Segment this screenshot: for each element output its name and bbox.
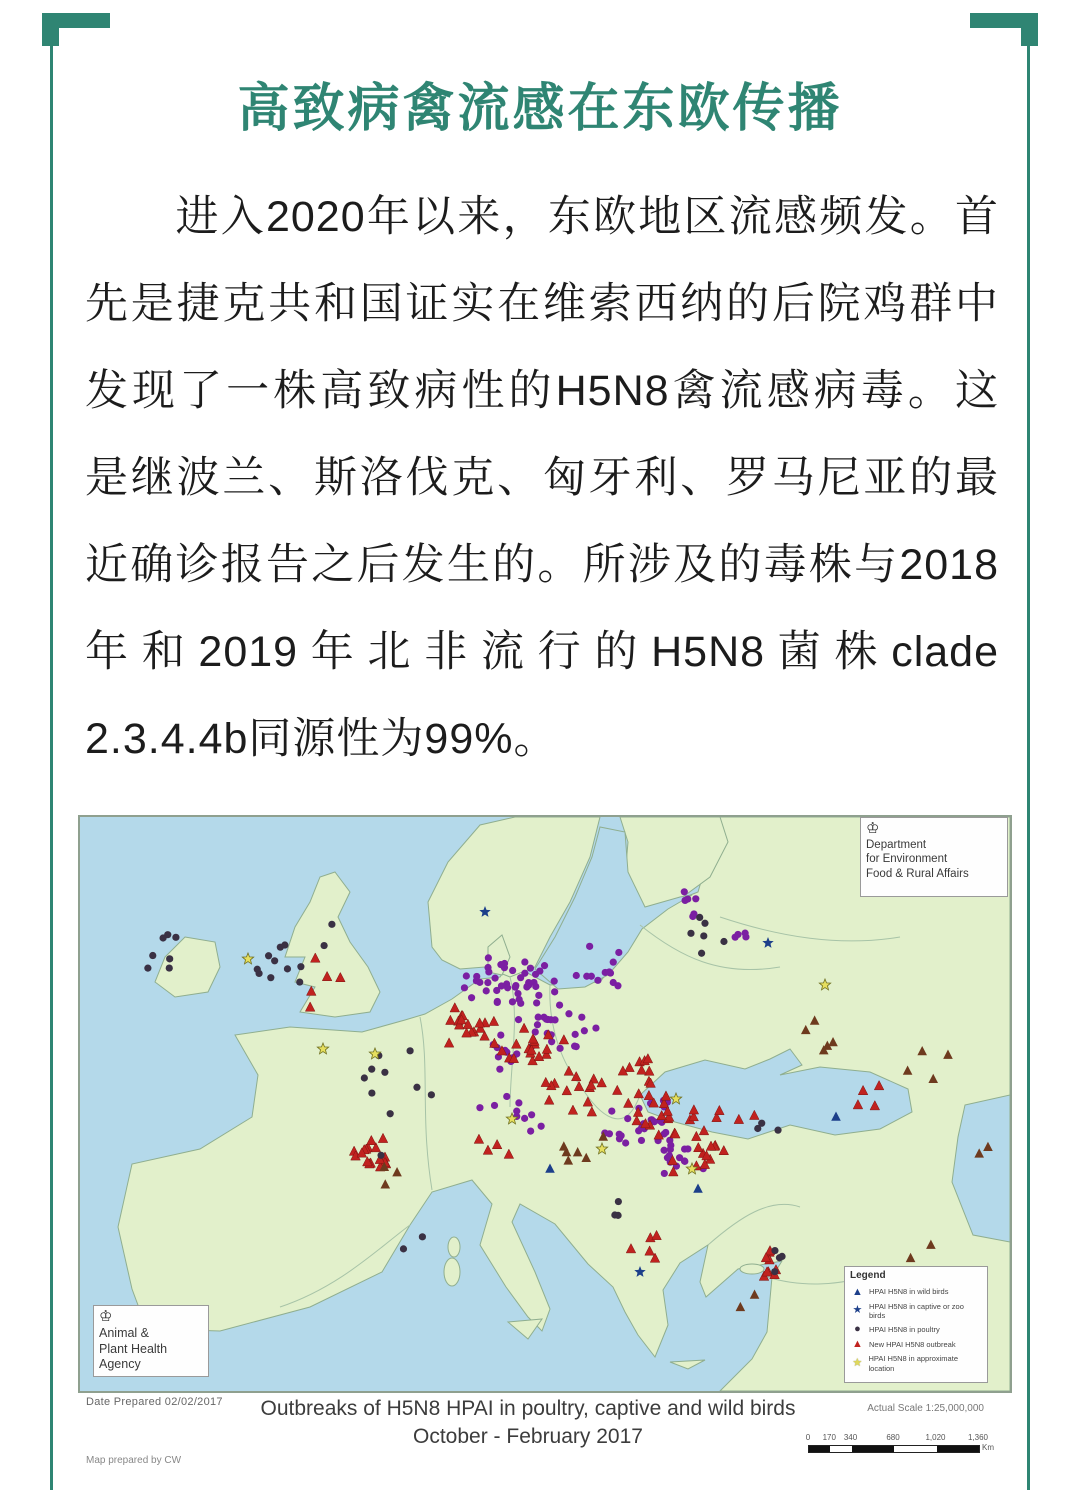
right-rule xyxy=(1027,44,1030,1490)
legend-item-label: HPAI H5N8 in approximate location xyxy=(868,1354,958,1373)
defra-logo-line: Department xyxy=(866,839,927,851)
uk-royal-crest-icon: ♔ xyxy=(99,1308,113,1326)
legend-item-label: HPAI H5N8 in wild birds xyxy=(869,1287,949,1297)
legend-item-label: HPAI H5N8 in captive or zoo birds xyxy=(868,1301,964,1320)
legend-item xyxy=(850,1354,982,1373)
article-line: 是继波兰、斯洛伐克、匈牙利、罗马尼亚的最 xyxy=(85,454,999,502)
article-line: 先是捷克共和国证实在维索西纳的后院鸡群中 xyxy=(85,280,999,328)
scale-bar xyxy=(805,1433,994,1459)
scale-tick: 0 xyxy=(805,1433,811,1442)
apha-logo-line: Agency xyxy=(99,1357,141,1372)
map-footer xyxy=(78,1393,1012,1490)
article-line: 发现了一株高致病性的H5N8禽流感病毒。这 xyxy=(85,367,999,415)
legend-item-label: HPAI H5N8 in poultry xyxy=(869,1325,940,1335)
legend-marker-icon: ★ xyxy=(852,1357,863,1370)
scale-tick: 1,020 xyxy=(925,1433,946,1442)
legend-marker-icon: ▲ xyxy=(852,1285,863,1298)
article-line: 进入2020年以来，东欧地区流感频发。首 xyxy=(85,193,999,241)
article-line: 2.3.4.4b同源性为99%。 xyxy=(85,715,558,763)
legend-item xyxy=(850,1324,982,1335)
article-line: 年和2019年北非流行的H5N8菌株clade xyxy=(85,628,999,676)
legend-item xyxy=(850,1302,982,1321)
apha-logo-line: Animal & xyxy=(99,1326,150,1341)
map-legend xyxy=(844,1266,988,1383)
europe-outbreak-map xyxy=(78,815,1012,1393)
legend-marker-icon: ★ xyxy=(852,1304,863,1317)
map-credit: Map prepared by CW xyxy=(86,1455,182,1466)
scale-tick-labels xyxy=(805,1433,989,1443)
scale-tick: 1,360 xyxy=(967,1433,989,1442)
map-caption-line2: October - February 2017 xyxy=(413,1425,643,1449)
scale-tick: 340 xyxy=(843,1433,858,1442)
date-prepared-label: Date Prepared 02/02/2017 xyxy=(86,1396,223,1408)
defra-logo-box xyxy=(860,817,1008,897)
map-caption-line1: Outbreaks of H5N8 HPAI in poultry, captive and wild birds xyxy=(260,1397,796,1420)
scale-tick: 170 xyxy=(822,1433,836,1442)
legend-item xyxy=(850,1287,982,1298)
defra-logo-line: for Environment xyxy=(866,853,948,866)
top-right-bracket-stub xyxy=(1021,13,1038,46)
scale-label: Actual Scale 1:25,000,000 xyxy=(867,1403,984,1414)
legend-items xyxy=(850,1287,982,1374)
article-body xyxy=(85,174,999,783)
page-title: 高致病禽流感在东欧传播 xyxy=(237,80,843,138)
apha-logo-box xyxy=(93,1305,209,1377)
scale-bar-segments xyxy=(808,1445,980,1453)
defra-logo-line: Food & Rural Affairs xyxy=(866,867,969,880)
uk-royal-crest-icon: ♔ xyxy=(866,820,880,837)
legend-item xyxy=(850,1339,982,1350)
article-line: 近确诊报告之后发生的。所涉及的毒株与2018 xyxy=(85,541,999,589)
top-left-bracket-stub xyxy=(42,13,59,46)
scale-tick: 680 xyxy=(886,1433,900,1442)
legend-marker-icon: ● xyxy=(854,1323,861,1336)
left-rule xyxy=(50,44,53,1490)
legend-title: Legend xyxy=(850,1270,886,1281)
scale-unit: Km xyxy=(982,1443,994,1452)
apha-logo-line: Plant Health xyxy=(99,1341,168,1356)
map-figure xyxy=(78,815,1012,1490)
map-caption xyxy=(198,1395,858,1452)
legend-marker-icon: ▲ xyxy=(852,1338,863,1351)
legend-item-label: New HPAI H5N8 outbreak xyxy=(869,1340,956,1350)
